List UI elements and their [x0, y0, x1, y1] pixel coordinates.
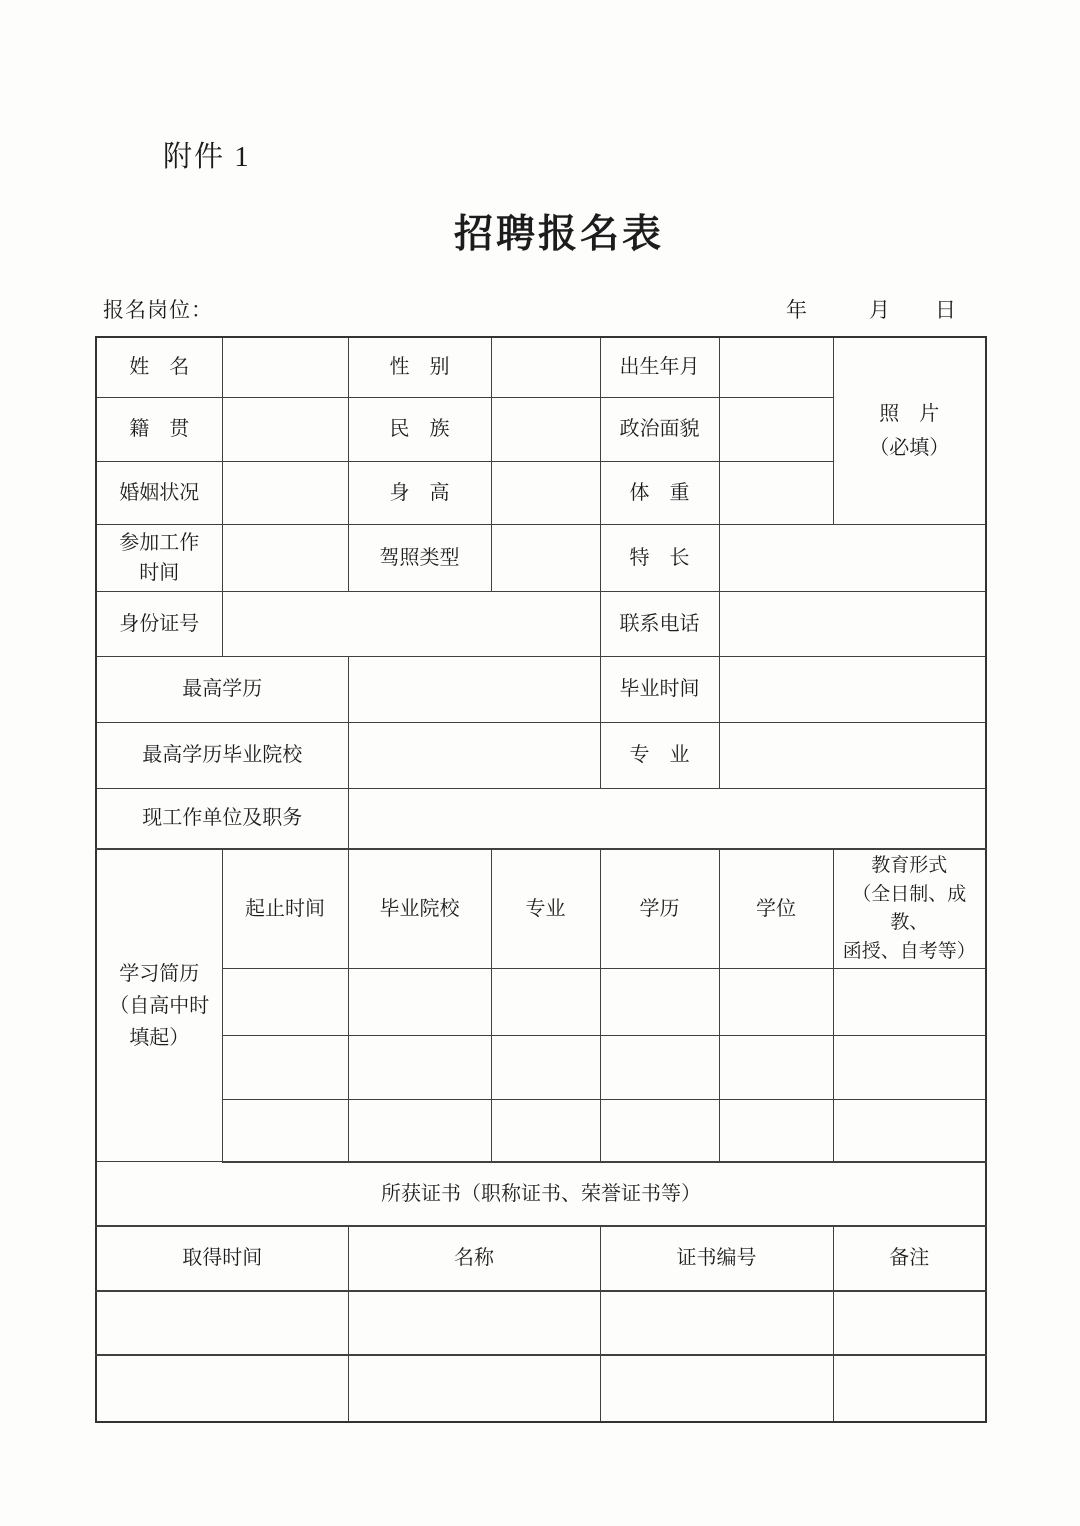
weight-label-cell: 体 重 — [600, 461, 719, 524]
work-start-value-cell — [222, 524, 348, 591]
education-row2-degree-level-cell — [600, 1036, 719, 1100]
phone-value-cell — [719, 591, 986, 656]
specialty-value-cell — [719, 524, 986, 591]
education-col-degree: 学位 — [719, 849, 833, 969]
major-value-cell — [719, 722, 986, 788]
gender-value-cell — [491, 337, 600, 397]
major-label-cell: 专 业 — [600, 722, 719, 788]
education-row1-degree-cell — [719, 969, 833, 1036]
certificates-col-number: 证书编号 — [600, 1226, 833, 1291]
marital-status-value-cell — [222, 461, 348, 524]
ethnicity-value-cell — [491, 397, 600, 461]
education-row2-form-cell — [833, 1036, 986, 1100]
certificates-empty-row-2 — [96, 1355, 986, 1422]
education-col-period: 起止时间 — [222, 849, 348, 969]
row-education-school — [96, 722, 986, 788]
education-row1-school-cell — [348, 969, 491, 1036]
row-name — [96, 337, 986, 397]
license-type-label-cell: 驾照类型 — [348, 524, 491, 591]
education-row2-major-cell — [491, 1036, 600, 1100]
education-row3-degree-level-cell — [600, 1100, 719, 1162]
education-school-label-cell: 最高学历毕业院校 — [96, 722, 348, 788]
row-work-start — [96, 524, 986, 591]
education-col-form: 教育形式 （全日制、成教、 函授、自考等） — [833, 849, 986, 969]
education-row1-form-cell — [833, 969, 986, 1036]
current-employer-value-cell — [348, 788, 986, 849]
certificates-section-title: 所获证书（职称证书、荣誉证书等） — [96, 1162, 986, 1226]
education-row1-major-cell — [491, 969, 600, 1036]
gender-label-cell: 性 别 — [348, 337, 491, 397]
certificates-row1-date-cell — [96, 1291, 348, 1355]
id-number-label-cell: 身份证号 — [96, 591, 222, 656]
education-row3-period-cell — [222, 1100, 348, 1162]
photo-cell: 照 片 （必填） — [833, 337, 986, 524]
certificates-col-remarks: 备注 — [833, 1226, 986, 1291]
name-label-cell: 姓 名 — [96, 337, 222, 397]
row-current-employer — [96, 788, 986, 849]
row-certificates-header — [96, 1226, 986, 1291]
highest-education-value-cell — [348, 656, 600, 722]
form-title: 招聘报名表 — [453, 213, 664, 256]
current-employer-label-cell: 现工作单位及职务 — [96, 788, 348, 849]
license-type-value-cell — [491, 524, 600, 591]
education-row2-degree-cell — [719, 1036, 833, 1100]
education-col-degree-level: 学历 — [600, 849, 719, 969]
date-year-label: 年 — [786, 298, 807, 322]
certificates-col-date: 取得时间 — [96, 1226, 348, 1291]
certificates-row2-remarks-cell — [833, 1355, 986, 1422]
certificates-row1-name-cell — [348, 1291, 600, 1355]
education-row1-period-cell — [222, 969, 348, 1036]
highest-education-label-cell: 最高学历 — [96, 656, 348, 722]
native-place-value-cell — [222, 397, 348, 461]
certificates-row2-date-cell — [96, 1355, 348, 1422]
name-value-cell — [222, 337, 348, 397]
height-label-cell: 身 高 — [348, 461, 491, 524]
education-col-major: 专业 — [491, 849, 600, 969]
birth-date-value-cell — [719, 337, 833, 397]
graduation-time-value-cell — [719, 656, 986, 722]
application-form-table — [95, 336, 987, 1423]
education-school-value-cell — [348, 722, 600, 788]
date-month-label: 月 — [869, 298, 890, 322]
education-empty-row-2 — [96, 1036, 986, 1100]
specialty-label-cell: 特 长 — [600, 524, 719, 591]
education-row2-school-cell — [348, 1036, 491, 1100]
certificates-col-name: 名称 — [348, 1226, 600, 1291]
education-empty-row-1 — [96, 969, 986, 1036]
position-field-label: 报名岗位： — [103, 298, 213, 322]
certificates-row1-remarks-cell — [833, 1291, 986, 1355]
education-history-section-label: 学习简历 （自高中时 填起） — [96, 849, 222, 1162]
certificates-row2-name-cell — [348, 1355, 600, 1422]
phone-label-cell: 联系电话 — [600, 591, 719, 656]
marital-status-label-cell: 婚姻状况 — [96, 461, 222, 524]
row-certificates-title — [96, 1162, 986, 1226]
education-row3-degree-cell — [719, 1100, 833, 1162]
education-row3-form-cell — [833, 1100, 986, 1162]
birth-date-label-cell: 出生年月 — [600, 337, 719, 397]
political-status-value-cell — [719, 397, 833, 461]
attachment-label: 附件 1 — [163, 141, 251, 173]
education-row3-school-cell — [348, 1100, 491, 1162]
certificates-row2-number-cell — [600, 1355, 833, 1422]
graduation-time-label-cell: 毕业时间 — [600, 656, 719, 722]
education-row3-major-cell — [491, 1100, 600, 1162]
row-id-number — [96, 591, 986, 656]
ethnicity-label-cell: 民 族 — [348, 397, 491, 461]
height-value-cell — [491, 461, 600, 524]
work-start-label-cell: 参加工作 时间 — [96, 524, 222, 591]
row-highest-education — [96, 656, 986, 722]
education-row2-period-cell — [222, 1036, 348, 1100]
certificates-empty-row-1 — [96, 1291, 986, 1355]
id-number-value-cell — [222, 591, 600, 656]
row-education-header — [96, 849, 986, 969]
education-row1-degree-level-cell — [600, 969, 719, 1036]
native-place-label-cell: 籍 贯 — [96, 397, 222, 461]
date-day-label: 日 — [935, 298, 956, 322]
certificates-row1-number-cell — [600, 1291, 833, 1355]
education-empty-row-3 — [96, 1100, 986, 1162]
weight-value-cell — [719, 461, 833, 524]
education-col-school: 毕业院校 — [348, 849, 491, 969]
political-status-label-cell: 政治面貌 — [600, 397, 719, 461]
